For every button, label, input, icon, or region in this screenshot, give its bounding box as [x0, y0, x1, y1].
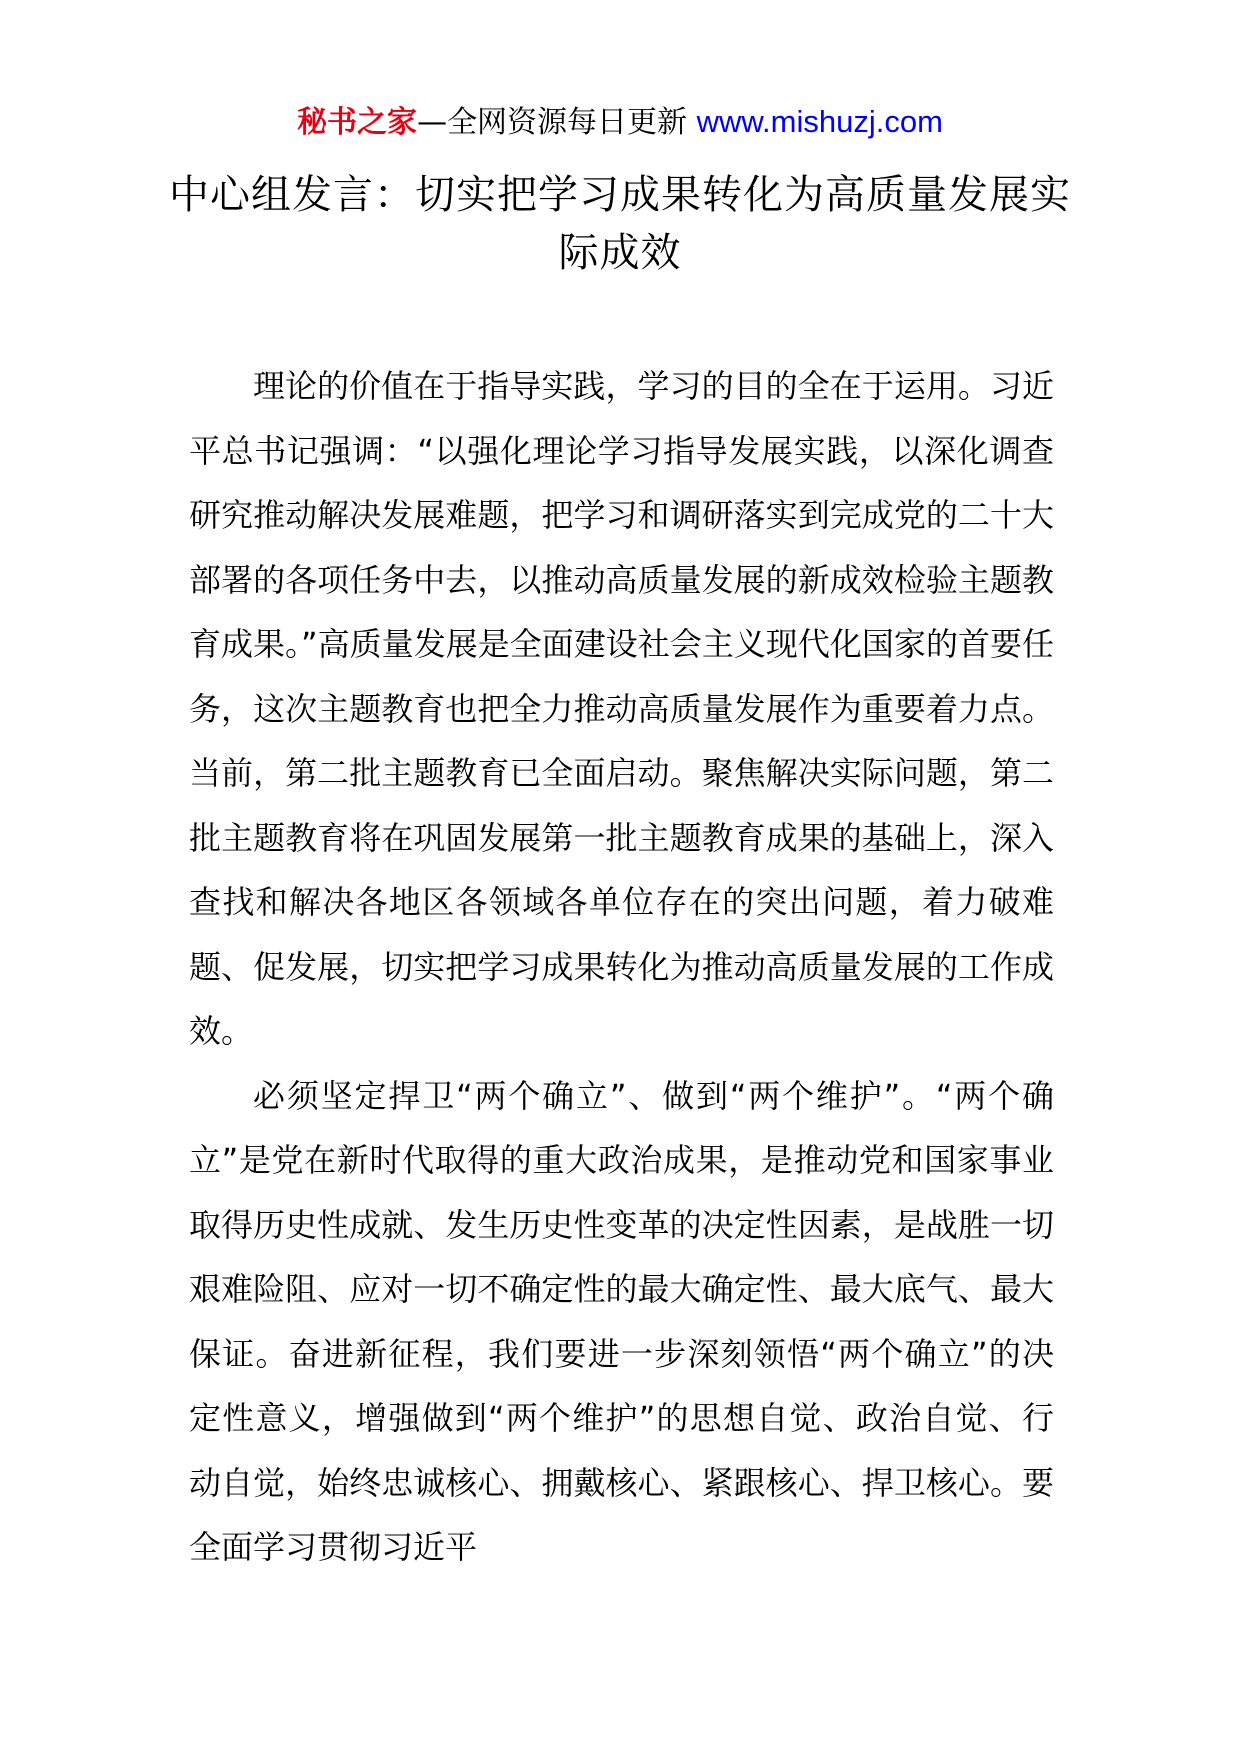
- body-paragraph-2: 必须坚定捍卫“两个确立”、做到“两个维护”。“两个确立”是党在新时代取得的重大政治成果，是推动党和国家事业取得历史性成就、发生历史性变革的决定性因素，是战胜一切艰难险阻、应对一切不确定性的最大确定性、最大底气、最大保证。奋进新征程，我们要进一步深刻领悟“两个确立”的决定性意义，增强做到“两个维护”的思想自觉、政治自觉、行动自觉，始终忠诚核心、拥戴核心、紧跟核心、捍卫核心。要全面学习贯彻习近平: [189, 1076, 1054, 1566]
- body-paragraph-1: 理论的价值在于指导实践，学习的目的全在于运用。习近平总书记强调：“以强化理论学习指导发展实践，以深化调查研究推动解决发展难题，把学习和调研落实到完成党的二十大部署的各项任务中去，以推动高质量发展的新成效检验主题教育成果。”高质量发展是全面建设社会主义现代化国家的首要任务，这次主题教育也把全力推动高质量发展作为重要着力点。当前，第二批主题教育已全面启动。聚焦解决实际问题，第二批主题教育将在巩固发展第一批主题教育成果的基础上，深入查找和解决各地区各领域各单位存在的突出问题，着力破难题、促发展，切实把学习成果转化为推动高质量发展的工作成效。: [189, 367, 1054, 1050]
- site-tagline: —全网资源每日更新: [417, 105, 688, 140]
- document-body: [189, 354, 1054, 1580]
- document-title: 中心组发言：切实把学习成果转化为高质量发展实际成效: [169, 172, 1071, 276]
- site-banner: [0, 102, 1240, 143]
- site-url-link[interactable]: www.mishuzj.com: [696, 104, 943, 139]
- site-brand: 秘书之家: [297, 105, 418, 140]
